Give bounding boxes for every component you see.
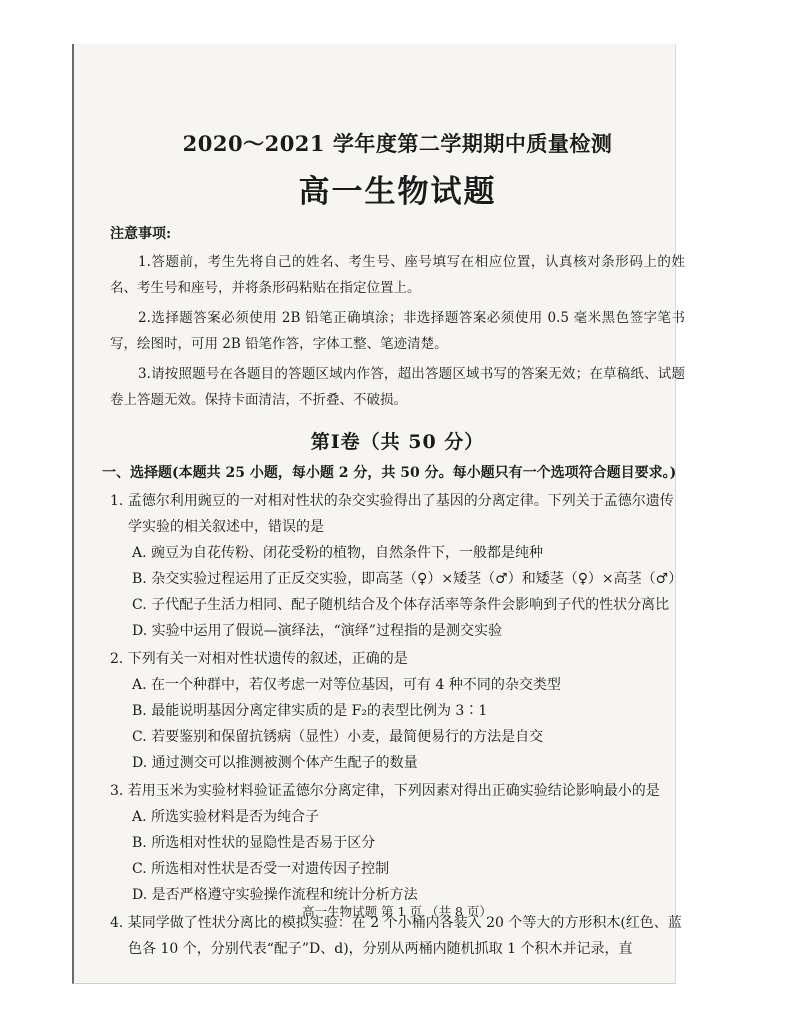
option-c: C. 子代配子生活力相同、配子随机结合及个体存活率等条件会影响到子代的性状分离比	[132, 597, 670, 613]
page-footer: 高一生物试题 第 1 页 （共 8 页）	[302, 904, 492, 919]
subject-title: 高一生物试题	[298, 174, 497, 210]
exam-title: 2020～2021 学年度第二学期期中质量检测	[182, 131, 613, 156]
notice-item-3: 3.请按照题号在各题目的答题区域内作答，超出答题区域书写的答案无效；在草稿纸、试题卷上答题无效。保持卡面清洁，不折叠、不破损。	[110, 366, 685, 408]
option-d: D. 实验中运用了假说—演绎法，“演绎”过程指的是测交实验	[132, 623, 502, 639]
notice-heading: 注意事项:	[110, 226, 172, 242]
question-2	[110, 646, 685, 776]
question-stem: 3. 若用玉米为实验材料验证孟德尔分离定律，下列因素对得出正确实验结论影响最小的是	[110, 783, 660, 799]
option-d: D. 通过测交可以推测被测个体产生配子的数量	[132, 755, 418, 771]
question-stem: 4. 某同学做了性状分离比的模拟实验：在 2 个小桶内各装入 20 个等大的方形积木(红色、蓝色各 10 个，分别代表“配子”D、d)，分别从两桶内随机抓取 1 个积木并记录，直	[110, 915, 682, 957]
question-stem: 2. 下列有关一对相对性状遗传的叙述，正确的是	[110, 651, 408, 667]
option-d: D. 是否严格遵守实验操作流程和统计分析方法	[132, 887, 418, 903]
document-content	[102, 128, 685, 964]
option-c: C. 所选相对性状是否受一对遗传因子控制	[132, 861, 390, 877]
question-3	[110, 778, 685, 908]
option-c: C. 若要鉴别和保留抗锈病（显性）小麦，最简便易行的方法是自交	[132, 729, 544, 745]
option-b: B. 所选相对性状的显隐性是否易于区分	[132, 835, 376, 851]
notice-item-2: 2.选择题答案必须使用 2B 铅笔正确填涂；非选择题答案必须使用 0.5 毫米黑色签字笔书写，绘图时，可用 2B 铅笔作答，字体工整、笔迹清楚。	[110, 310, 685, 352]
option-a: A. 在一个种群中，若仅考虑一对等位基因，可有 4 种不同的杂交类型	[132, 677, 561, 693]
option-a: A. 豌豆为自花传粉、闭花受粉的植物，自然条件下，一般都是纯种	[132, 545, 544, 561]
section-title: 第Ⅰ卷（共 50 分）	[310, 431, 485, 453]
question-stem: 1. 孟德尔利用豌豆的一对相对性状的杂交实验得出了基因的分离定律。下列关于孟德尔遗传学实验的相关叙述中，错误的是	[110, 493, 674, 535]
option-b: B. 最能说明基因分离定律实质的是 F₂的表型比例为 3∶1	[132, 703, 488, 719]
option-b: B. 杂交实验过程运用了正反交实验，即高茎（♀）×矮茎（♂）和矮茎（♀）×高茎（♂）	[132, 571, 683, 587]
question-1	[110, 488, 685, 644]
part-heading: 一、选择题(本题共 25 小题，每小题 2 分，共 50 分。每小题只有一个选项符合题目要求。)	[102, 465, 677, 481]
option-a: A. 所选实验材料是否为纯合子	[132, 809, 320, 825]
notice-item-1: 1.答题前，考生先将自己的姓名、考生号、座号填写在相应位置，认真核对条形码上的姓名、考生号和座号，并将条形码粘贴在指定位置上。	[110, 254, 685, 296]
